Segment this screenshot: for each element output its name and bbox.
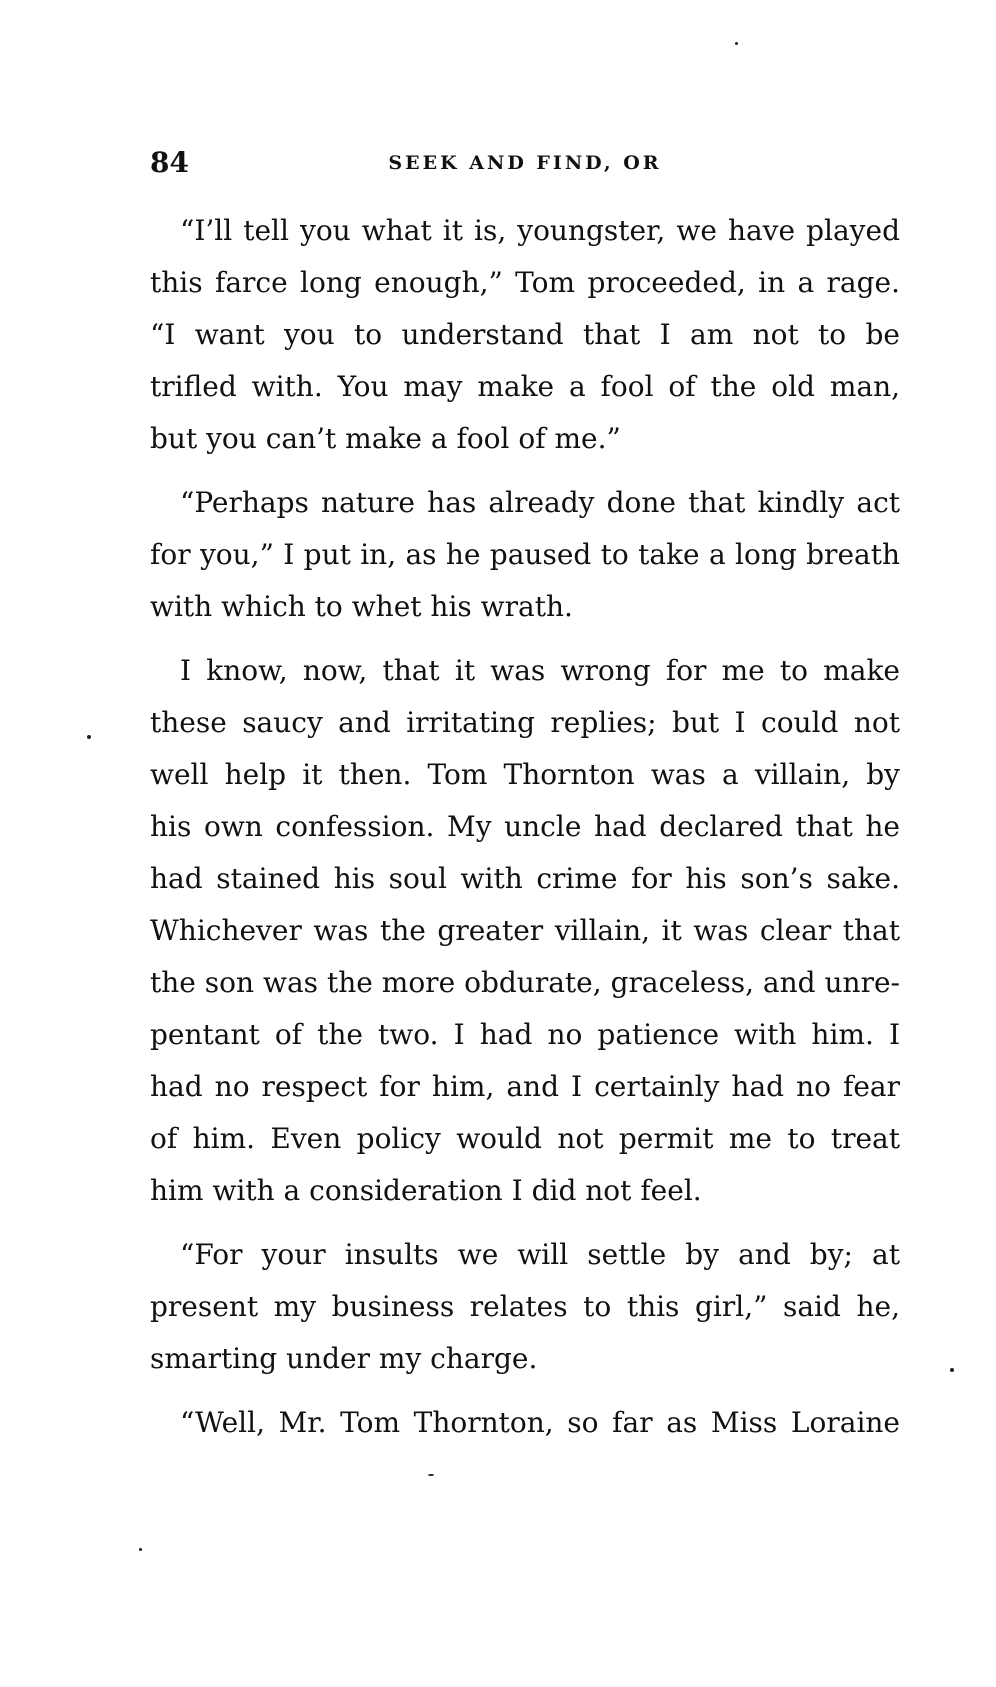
text-line: had no respect for him, and I certainly had no fear — [150, 1070, 900, 1103]
text-line: I know, now, that it was wrong for me to make — [180, 654, 900, 687]
text-line: “I’ll tell you what it is, youngster, we have played — [180, 214, 900, 247]
text-line: this farce long enough,” Tom proceeded, in a rage. — [150, 266, 900, 299]
text-line: these saucy and irritating replies; but I could not — [150, 706, 900, 739]
text-line: well help it then. Tom Thornton was a villain, by — [150, 758, 900, 791]
body-text — [150, 205, 900, 1461]
text-line: pentant of the two. I had no patience with him. I — [150, 1018, 900, 1051]
text-line: had stained his soul with crime for his son’s sake. — [150, 862, 900, 895]
text-line: Whichever was the greater villain, it was clear that — [150, 914, 900, 947]
text-line: “Perhaps nature has already done that kindly act — [180, 486, 900, 519]
text-line: but you can’t make a fool of me.” — [150, 422, 621, 455]
running-title: SEEK AND FIND, OR — [388, 152, 662, 174]
text-line: “I want you to understand that I am not to be — [150, 318, 900, 351]
text-line: smarting under my charge. — [150, 1342, 538, 1375]
scan-speck — [139, 1548, 142, 1551]
paragraph-2 — [150, 477, 900, 633]
paragraph-1 — [150, 205, 900, 465]
paragraph-3 — [150, 645, 900, 1217]
scan-speck — [428, 1474, 434, 1476]
scan-speck — [950, 1368, 954, 1372]
text-line: the son was the more obdurate, graceless, and unre- — [150, 966, 900, 999]
text-line: him with a consideration I did not feel. — [150, 1174, 702, 1207]
scan-speck — [735, 42, 738, 45]
text-line: present my business relates to this girl,” said he, — [150, 1290, 900, 1323]
text-line: his own confession. My uncle had declared that he — [150, 810, 900, 843]
text-line: for you,” I put in, as he paused to take a long breath — [150, 538, 900, 571]
page-header — [150, 143, 900, 183]
scan-speck — [87, 735, 91, 739]
paragraph-5 — [150, 1397, 900, 1449]
paragraph-4 — [150, 1229, 900, 1385]
page-number: 84 — [150, 146, 189, 179]
text-line: “Well, Mr. Tom Thornton, so far as Miss Loraine — [180, 1406, 900, 1439]
text-line: of him. Even policy would not permit me to treat — [150, 1122, 900, 1155]
text-line: with which to whet his wrath. — [150, 590, 573, 623]
text-line: trifled with. You may make a fool of the old man, — [150, 370, 900, 403]
text-line: “For your insults we will settle by and by; at — [180, 1238, 900, 1271]
